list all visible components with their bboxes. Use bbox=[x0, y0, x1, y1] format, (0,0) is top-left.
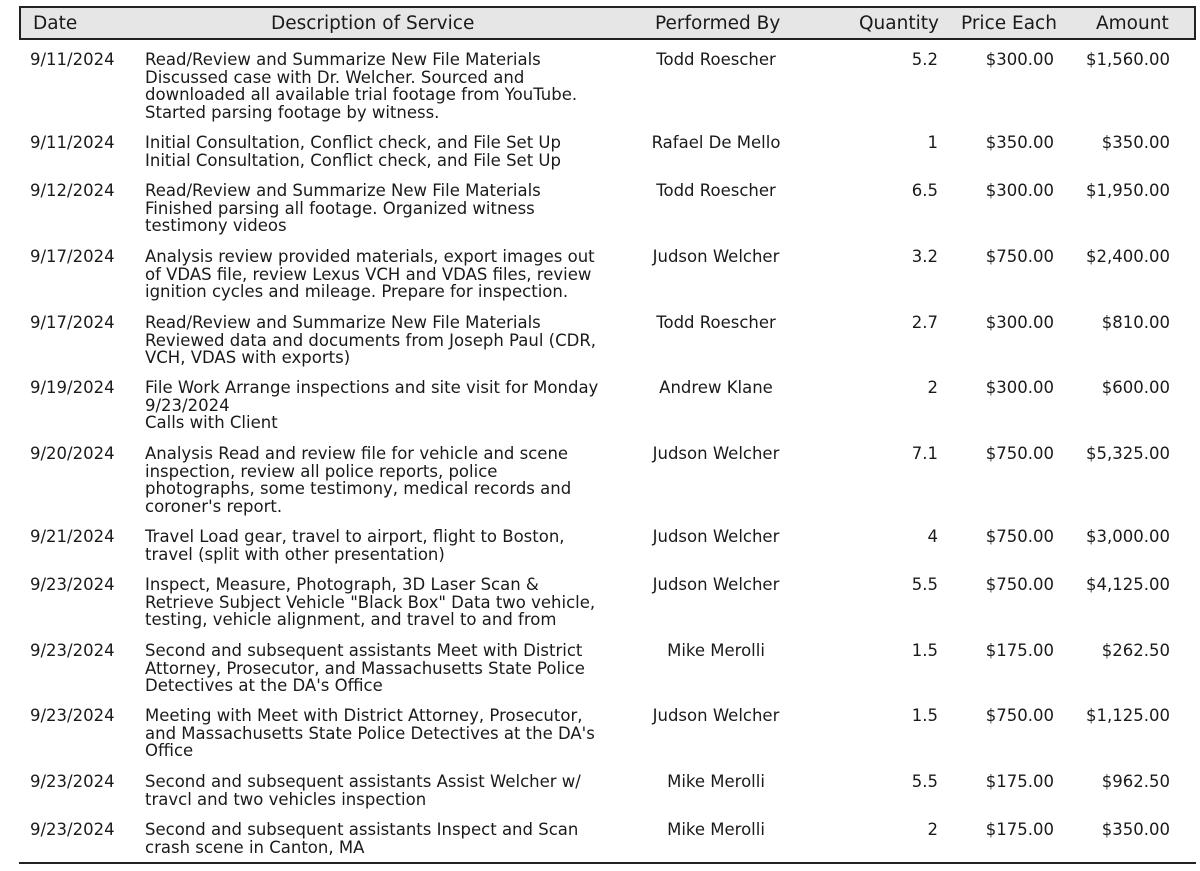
description-cell: Second and subsequent assistants Meet with District Attorney, Prosecutor, and Massachusetts State Police Detectives at the DA's Office bbox=[145, 641, 585, 695]
quantity-cell: 5.5 bbox=[911, 575, 938, 594]
column-header-description: Description of Service bbox=[271, 13, 475, 34]
amount-cell: $1,125.00 bbox=[1086, 706, 1170, 725]
quantity-cell: 6.5 bbox=[911, 181, 938, 200]
performed-by-cell: Mike Merolli bbox=[667, 772, 765, 791]
description-cell: Second and subsequent assistants Assist Welcher w/ travcl and two vehicles inspection bbox=[145, 772, 581, 809]
description-cell: Analysis Read and review file for vehicle and scene inspection, review all police reports, police photographs, some testimony, medical records and coroner's report. bbox=[145, 444, 572, 516]
table-bottom-rule bbox=[19, 862, 1196, 864]
amount-cell: $1,950.00 bbox=[1086, 181, 1170, 200]
price-each-cell: $300.00 bbox=[985, 181, 1054, 200]
table-header bbox=[19, 6, 1196, 40]
date-cell: 9/23/2024 bbox=[30, 772, 115, 791]
quantity-cell: 1.5 bbox=[911, 706, 938, 725]
quantity-cell: 7.1 bbox=[911, 444, 938, 463]
performed-by-cell: Andrew Klane bbox=[659, 378, 773, 397]
price-each-cell: $750.00 bbox=[985, 444, 1054, 463]
amount-cell: $3,000.00 bbox=[1086, 527, 1170, 546]
performed-by-cell: Judson Welcher bbox=[652, 575, 780, 594]
performed-by-cell: Judson Welcher bbox=[652, 706, 780, 725]
description-cell: Read/Review and Summarize New File Materials Reviewed data and documents from Joseph Paul (CDR, VCH, VDAS with exports) bbox=[145, 313, 597, 367]
quantity-cell: 2 bbox=[927, 378, 938, 397]
price-each-cell: $300.00 bbox=[985, 313, 1054, 332]
price-each-cell: $350.00 bbox=[985, 133, 1054, 152]
date-cell: 9/17/2024 bbox=[30, 313, 115, 332]
quantity-cell: 2.7 bbox=[911, 313, 938, 332]
date-cell: 9/20/2024 bbox=[30, 444, 115, 463]
quantity-cell: 5.2 bbox=[911, 50, 938, 69]
quantity-cell: 2 bbox=[927, 820, 938, 839]
date-cell: 9/12/2024 bbox=[30, 181, 115, 200]
column-header-quantity: Quantity bbox=[859, 13, 939, 34]
price-each-cell: $750.00 bbox=[985, 527, 1054, 546]
price-each-cell: $750.00 bbox=[985, 706, 1054, 725]
amount-cell: $810.00 bbox=[1101, 313, 1170, 332]
description-cell: Analysis review provided materials, export images out of VDAS file, review Lexus VCH and VDAS files, review ignition cycles and mileage. Prepare for inspection. bbox=[145, 247, 595, 301]
column-header-price-each: Price Each bbox=[961, 13, 1057, 34]
quantity-cell: 3.2 bbox=[911, 247, 938, 266]
date-cell: 9/23/2024 bbox=[30, 641, 115, 660]
performed-by-cell: Todd Roescher bbox=[656, 313, 776, 332]
date-cell: 9/23/2024 bbox=[30, 706, 115, 725]
quantity-cell: 5.5 bbox=[911, 772, 938, 791]
description-cell: File Work Arrange inspections and site visit for Monday 9/23/2024 Calls with Client bbox=[145, 378, 599, 432]
amount-cell: $2,400.00 bbox=[1086, 247, 1170, 266]
performed-by-cell: Judson Welcher bbox=[652, 527, 780, 546]
description-cell: Second and subsequent assistants Inspect and Scan crash scene in Canton, MA bbox=[145, 820, 579, 857]
description-cell: Read/Review and Summarize New File Materials Discussed case with Dr. Welcher. Sourced and downloaded all available trial footage from YouTube. Started parsing footage by witness. bbox=[145, 50, 578, 122]
quantity-cell: 1.5 bbox=[911, 641, 938, 660]
amount-cell: $262.50 bbox=[1101, 641, 1170, 660]
performed-by-cell: Todd Roescher bbox=[656, 181, 776, 200]
performed-by-cell: Judson Welcher bbox=[652, 247, 780, 266]
date-cell: 9/23/2024 bbox=[30, 575, 115, 594]
price-each-cell: $175.00 bbox=[985, 772, 1054, 791]
quantity-cell: 1 bbox=[927, 133, 938, 152]
date-cell: 9/23/2024 bbox=[30, 820, 115, 839]
price-each-cell: $300.00 bbox=[985, 50, 1054, 69]
description-cell: Inspect, Measure, Photograph, 3D Laser Scan & Retrieve Subject Vehicle "Black Box" Data two vehicle, testing, vehicle alignment, and travel to and from bbox=[145, 575, 596, 629]
column-header-date: Date bbox=[33, 13, 78, 34]
description-cell: Initial Consultation, Conflict check, and File Set Up Initial Consultation, Conflict check, and File Set Up bbox=[145, 133, 561, 170]
description-cell: Read/Review and Summarize New File Materials Finished parsing all footage. Organized witness testimony videos bbox=[145, 181, 541, 235]
date-cell: 9/19/2024 bbox=[30, 378, 115, 397]
amount-cell: $350.00 bbox=[1101, 820, 1170, 839]
amount-cell: $5,325.00 bbox=[1086, 444, 1170, 463]
date-cell: 9/11/2024 bbox=[30, 133, 115, 152]
column-header-performed-by: Performed By bbox=[655, 13, 781, 34]
performed-by-cell: Rafael De Mello bbox=[651, 133, 781, 152]
date-cell: 9/21/2024 bbox=[30, 527, 115, 546]
price-each-cell: $175.00 bbox=[985, 641, 1054, 660]
quantity-cell: 4 bbox=[927, 527, 938, 546]
price-each-cell: $300.00 bbox=[985, 378, 1054, 397]
performed-by-cell: Mike Merolli bbox=[667, 641, 765, 660]
description-cell: Meeting with Meet with District Attorney, Prosecutor, and Massachusetts State Police Detectives at the DA's Office bbox=[145, 706, 595, 760]
date-cell: 9/17/2024 bbox=[30, 247, 115, 266]
amount-cell: $1,560.00 bbox=[1086, 50, 1170, 69]
date-cell: 9/11/2024 bbox=[30, 50, 115, 69]
amount-cell: $962.50 bbox=[1101, 772, 1170, 791]
description-cell: Travel Load gear, travel to airport, flight to Boston, travel (split with other presentation) bbox=[145, 527, 565, 564]
amount-cell: $600.00 bbox=[1101, 378, 1170, 397]
column-header-amount: Amount bbox=[1096, 13, 1169, 34]
price-each-cell: $750.00 bbox=[985, 575, 1054, 594]
amount-cell: $4,125.00 bbox=[1086, 575, 1170, 594]
price-each-cell: $175.00 bbox=[985, 820, 1054, 839]
performed-by-cell: Todd Roescher bbox=[656, 50, 776, 69]
performed-by-cell: Mike Merolli bbox=[667, 820, 765, 839]
price-each-cell: $750.00 bbox=[985, 247, 1054, 266]
performed-by-cell: Judson Welcher bbox=[652, 444, 780, 463]
amount-cell: $350.00 bbox=[1101, 133, 1170, 152]
